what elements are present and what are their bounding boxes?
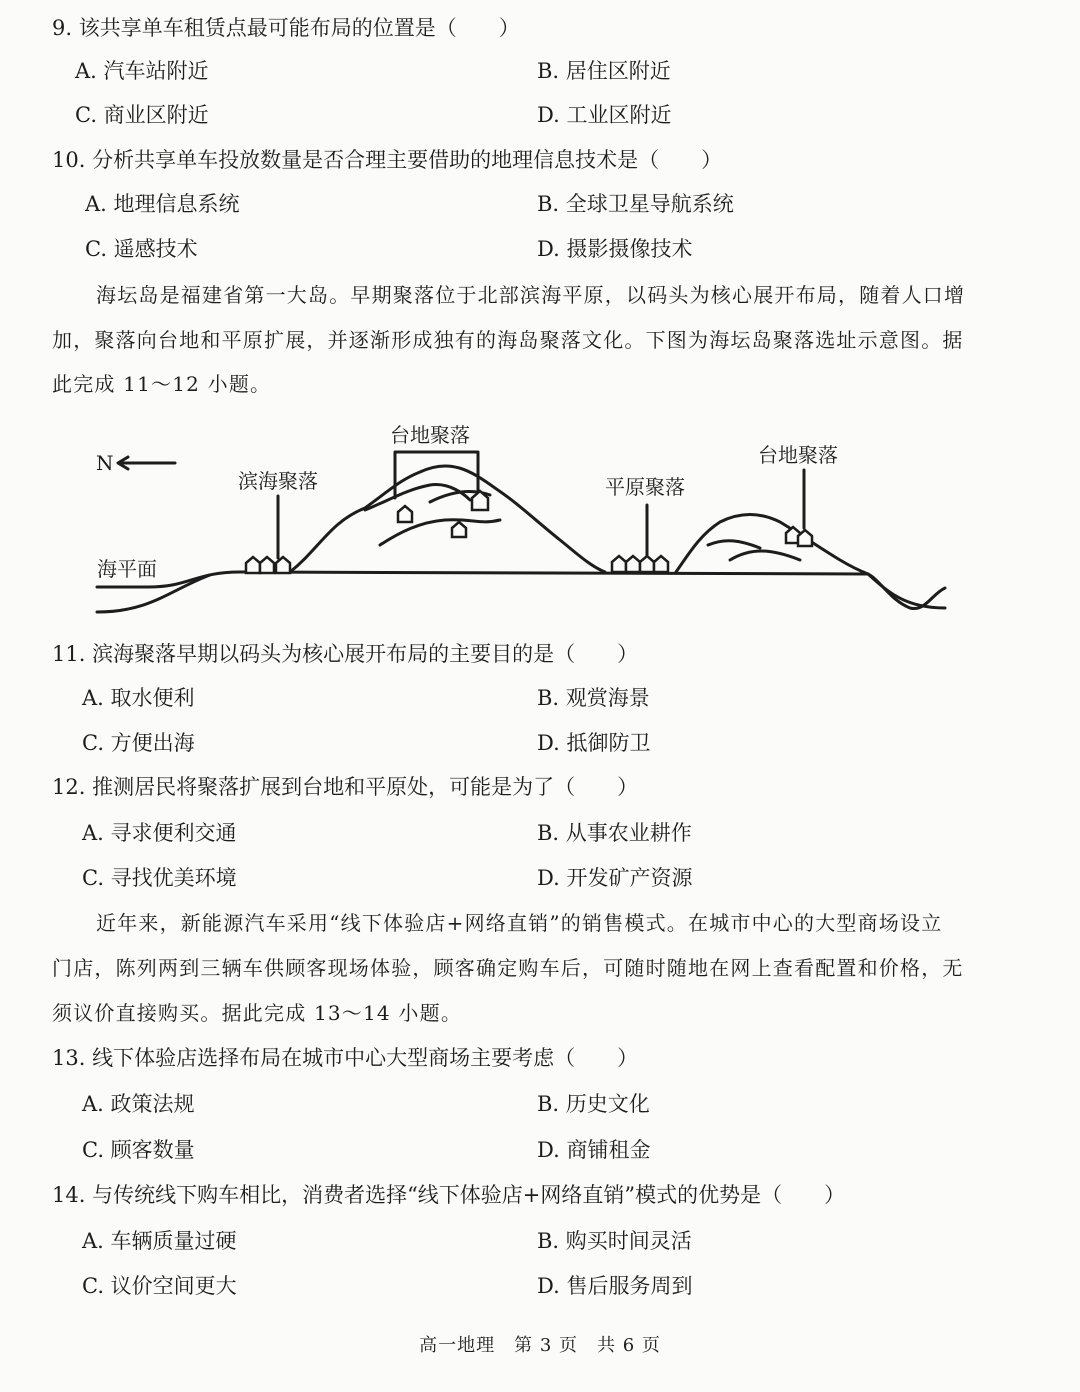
- house-coastal-1: [246, 557, 260, 573]
- plain-settlement-label: 平原聚落: [605, 475, 685, 499]
- q9-option-d: D. 工业区附近: [537, 103, 672, 127]
- q13-stem: 13. 线下体验店选择布局在城市中心大型商场主要考虑（ ）: [52, 1046, 639, 1070]
- passage2-line2: 门店，陈列两到三辆车供顾客现场体验，顾客确定购车后，可随时随地在网上查看配置和价格，无: [52, 956, 964, 980]
- terrace-settlement-label-2: 台地聚落: [758, 443, 838, 467]
- q10-option-b: B. 全球卫星导航系统: [537, 192, 734, 216]
- right-hill: [676, 515, 868, 575]
- passage1-line3: 此完成 11～12 小题。: [52, 372, 272, 396]
- house-terrace-1: [398, 506, 412, 522]
- q11-stem: 11. 滨海聚落早期以码头为核心展开布局的主要目的是（ ）: [52, 642, 639, 666]
- coastal-settlement-label: 滨海聚落: [238, 469, 318, 493]
- q13-option-b: B. 历史文化: [537, 1092, 650, 1116]
- q14-option-c: C. 议价空间更大: [82, 1274, 237, 1298]
- house-terrace-2: [452, 522, 466, 537]
- q12-option-a: A. 寻求便利交通: [82, 821, 237, 845]
- q9-option-b: B. 居住区附近: [537, 59, 671, 83]
- coast-right: [868, 574, 945, 608]
- q13-option-a: A. 政策法规: [82, 1092, 195, 1116]
- passage2-line3: 须议价直接购买。据此完成 13～14 小题。: [52, 1001, 463, 1025]
- terrace-settlement-label-1: 台地聚落: [390, 423, 470, 447]
- right-ridge-2: [730, 551, 800, 560]
- house-plain-4: [654, 556, 668, 572]
- q9-option-c: C. 商业区附近: [75, 103, 209, 127]
- house-coastal-2: [260, 557, 274, 573]
- north-label: N: [96, 451, 114, 475]
- passage1-line2: 加，聚落向台地和平原扩展，并逐渐形成独有的海岛聚落文化。下图为海坛岛聚落选址示意图。据: [52, 328, 964, 352]
- house-plain-2: [626, 556, 640, 572]
- q10-option-a: A. 地理信息系统: [85, 192, 240, 216]
- passage1-line1: 海坛岛是福建省第一大岛。早期聚落位于北部滨海平原，以码头为核心展开布局，随着人口增: [96, 283, 966, 307]
- q14-stem: 14. 与传统线下购车相比，消费者选择“线下体验店+网络直销”模式的优势是（ ）: [52, 1183, 846, 1207]
- q14-option-a: A. 车辆质量过硬: [82, 1229, 237, 1253]
- q12-option-c: C. 寻找优美环境: [82, 866, 237, 890]
- q10-option-d: D. 摄影摄像技术: [537, 237, 693, 261]
- right-ridge-1: [708, 541, 760, 548]
- q13-option-c: C. 顾客数量: [82, 1138, 195, 1162]
- q10-option-c: C. 遥感技术: [85, 237, 198, 261]
- page-footer: 高一地理 第 3 页 共 6 页: [419, 1335, 661, 1356]
- q11-option-d: D. 抵御防卫: [537, 731, 651, 755]
- q10-stem: 10. 分析共享单车投放数量是否合理主要借助的地理信息技术是（ ）: [52, 148, 723, 172]
- q12-stem: 12. 推测居民将聚落扩展到台地和平原处，可能是为了（ ）: [52, 775, 639, 799]
- q9-stem: 9. 该共享单车租赁点最可能布局的位置是（ ）: [52, 16, 520, 40]
- house-plain-1: [612, 556, 626, 572]
- q12-option-b: B. 从事农业耕作: [537, 821, 692, 845]
- q11-option-b: B. 观赏海景: [537, 686, 650, 710]
- q14-option-d: D. 售后服务周到: [537, 1274, 693, 1298]
- passage2-line1: 近年来，新能源汽车采用“线下体验店+网络直销”的销售模式。在城市中心的大型商场设立: [96, 911, 943, 935]
- q14-option-b: B. 购买时间灵活: [537, 1229, 692, 1253]
- sea-level-label: 海平面: [97, 557, 157, 581]
- settlement-diagram: [0, 0, 1080, 640]
- q11-option-c: C. 方便出海: [82, 731, 195, 755]
- sea-surface-line: [97, 572, 945, 609]
- q11-option-a: A. 取水便利: [82, 686, 195, 710]
- house-plain-3: [640, 556, 654, 572]
- ridge-2: [380, 520, 500, 545]
- q13-option-d: D. 商铺租金: [537, 1138, 651, 1162]
- q12-option-d: D. 开发矿产资源: [537, 866, 693, 890]
- q9-option-a: A. 汽车站附近: [75, 59, 209, 83]
